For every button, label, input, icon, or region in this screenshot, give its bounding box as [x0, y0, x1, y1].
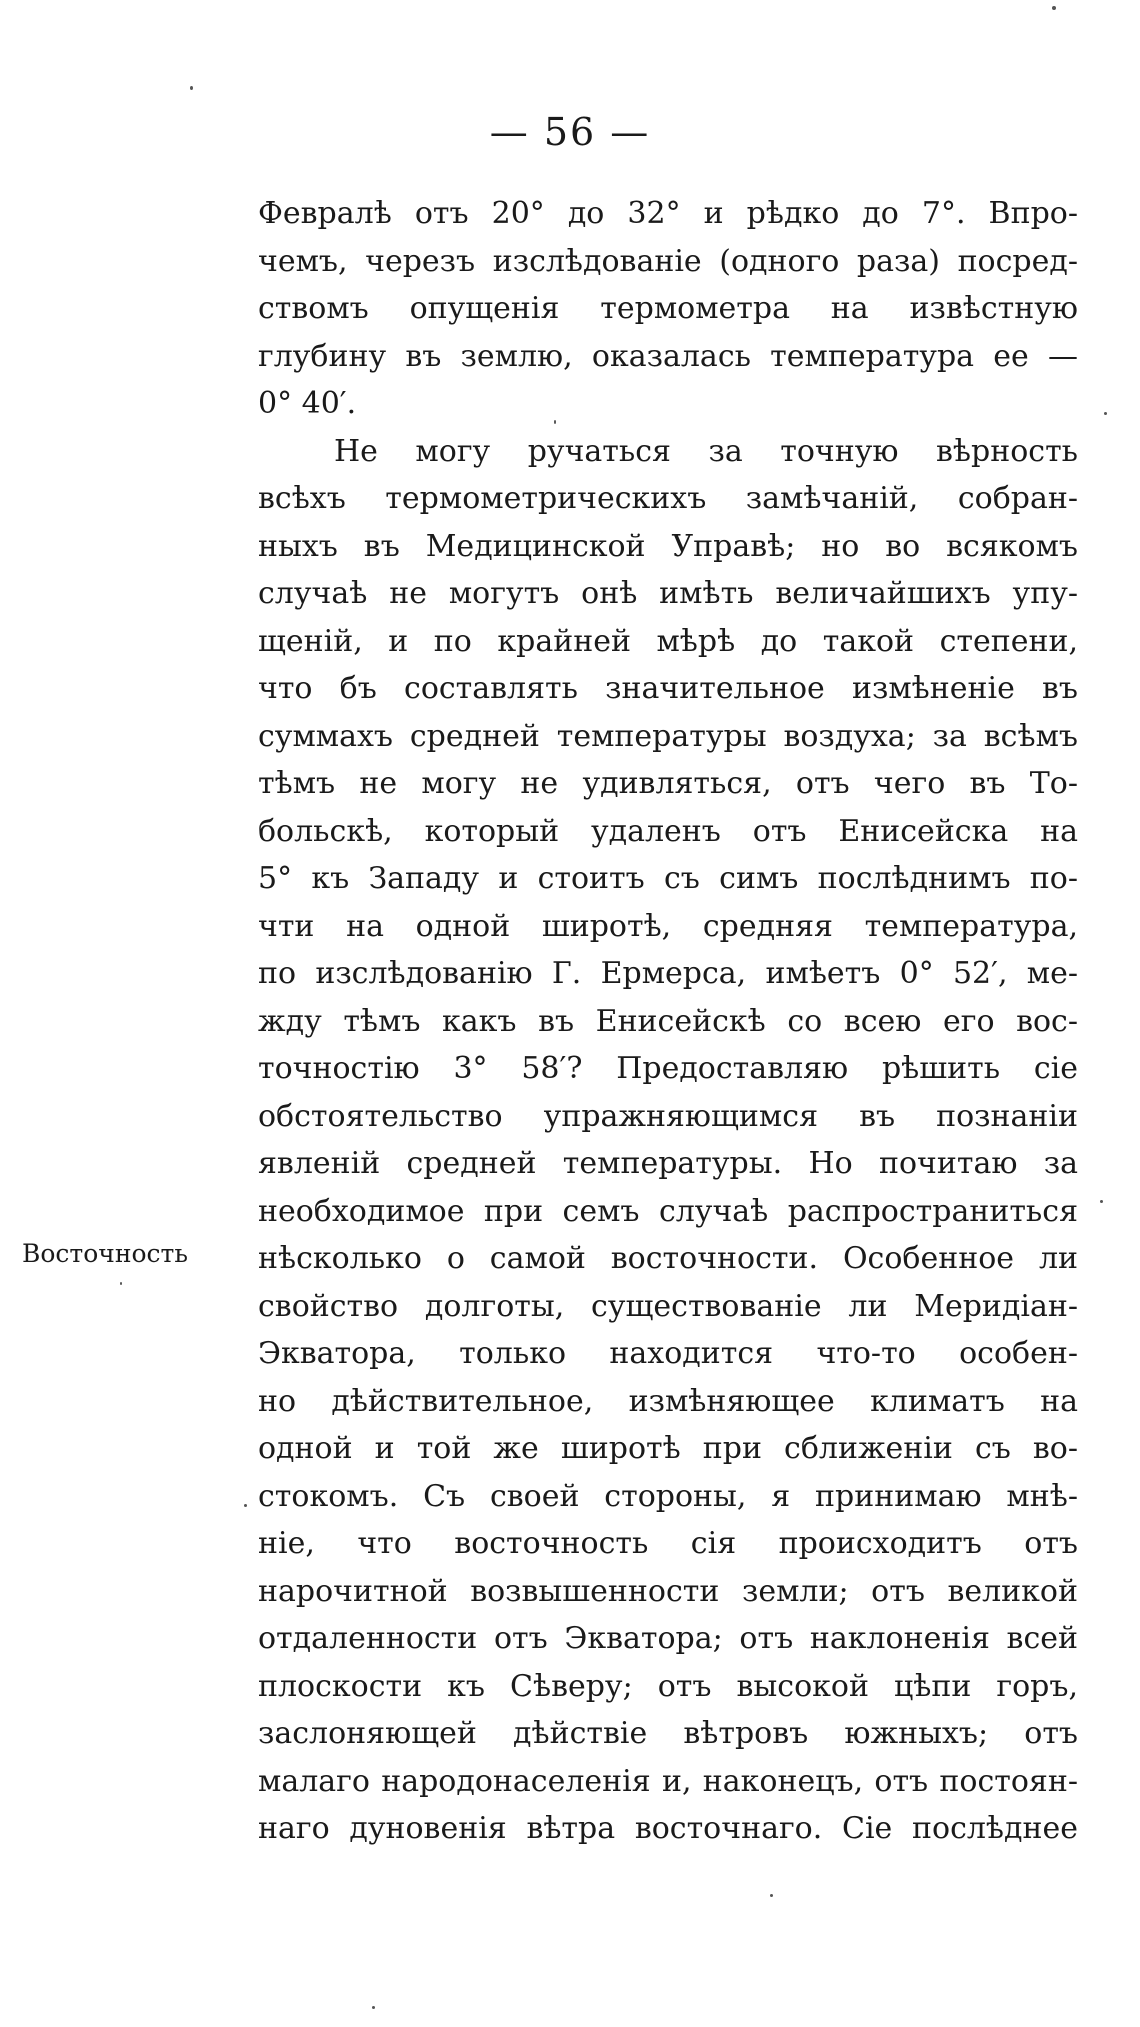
text-line: малаго народонаселенія и, наконецъ, отъ постоян- [258, 1763, 1078, 1799]
scan-speck [1104, 412, 1107, 415]
text-line: плоскости къ Сѣверу; отъ высокой цѣпи горъ, [258, 1668, 1078, 1704]
text-line: Не могу ручаться за точную вѣрность [334, 433, 1078, 469]
text-line: ніе, что восточность сія происходитъ отъ [258, 1526, 1078, 1561]
text-line: 5° къ Западу и стоитъ съ симъ послѣднимъ по- [258, 861, 1078, 896]
text-line: что бъ составлять значительное измѣненіе въ [258, 671, 1078, 706]
scan-speck [1100, 1200, 1103, 1203]
text-line: чемъ, черезъ изслѣдованіе (одного раза) посред- [258, 243, 1078, 279]
text-line: свойство долготы, существованіе ли Меридіан- [258, 1288, 1078, 1324]
text-line: глубину въ землю, оказалась температура ее — [258, 338, 1078, 374]
scan-speck [554, 420, 556, 424]
scan-speck [770, 1894, 773, 1897]
text-line: необходимое при семъ случаѣ распространиться [258, 1193, 1078, 1229]
text-line: стокомъ. Съ своей стороны, я принимаю мнѣ- [258, 1478, 1078, 1514]
scan-speck [372, 2006, 375, 2009]
text-line: чти на одной широтѣ, средняя температура, [258, 908, 1078, 944]
text-line: по изслѣдованію Г. Ермерса, имѣетъ 0° 52′, ме- [258, 956, 1078, 991]
text-line: явленій средней температуры. Но почитаю за [258, 1146, 1078, 1181]
text-line: отдаленности отъ Экватора; отъ наклоненія всей [258, 1621, 1078, 1656]
text-line: суммахъ средней температуры воздуха; за всѣмъ [258, 718, 1078, 754]
body-text [258, 190, 1078, 1853]
scan-speck [1052, 6, 1056, 10]
text-line: щеній, и по крайней мѣрѣ до такой степени, [258, 623, 1078, 659]
text-line: Экватора, только находится что-то особен- [258, 1336, 1078, 1371]
text-line: случаѣ не могутъ онѣ имѣть величайшихъ упу- [258, 576, 1078, 611]
text-line: жду тѣмъ какъ въ Енисейскѣ со всею его вос- [258, 1003, 1078, 1039]
margin-note: Восточность [22, 1239, 188, 1268]
text-line: обстоятельство упражняющимся въ познаніи [258, 1098, 1078, 1134]
text-line: наго дуновенія вѣтра восточнаго. Сіе послѣднее [258, 1811, 1078, 1846]
text-line: одной и той же широтѣ при сближеніи съ во- [258, 1431, 1078, 1466]
scan-speck [120, 1282, 122, 1285]
text-line: заслоняющей дѣйствіе вѣтровъ южныхъ; отъ [258, 1716, 1078, 1751]
text-line: нарочитной возвышенности земли; отъ великой [258, 1573, 1078, 1609]
text-line: Февралѣ отъ 20° до 32° и рѣдко до 7°. Впро- [258, 196, 1078, 231]
text-line: ныхъ въ Медицинской Управѣ; но во всякомъ [258, 528, 1078, 564]
text-line: нѣсколько о самой восточности. Особенное ли [258, 1241, 1078, 1276]
scan-speck [244, 1504, 247, 1507]
scan-speck [190, 86, 193, 90]
text-line: больскѣ, который удаленъ отъ Енисейска на [258, 813, 1078, 849]
text-line: тѣмъ не могу не удивляться, отъ чего въ То- [258, 766, 1078, 801]
text-line: всѣхъ термометрическихъ замѣчаній, собран- [258, 481, 1078, 516]
text-line: 0° 40′. [258, 386, 357, 421]
page-number: — 56 — [489, 110, 651, 154]
text-line: точностію 3° 58′? Предоставляю рѣшить сіе [258, 1051, 1078, 1086]
text-line: но дѣйствительное, измѣняющее климатъ на [258, 1383, 1078, 1419]
text-line: ствомъ опущенія термометра на извѣстную [258, 291, 1078, 326]
